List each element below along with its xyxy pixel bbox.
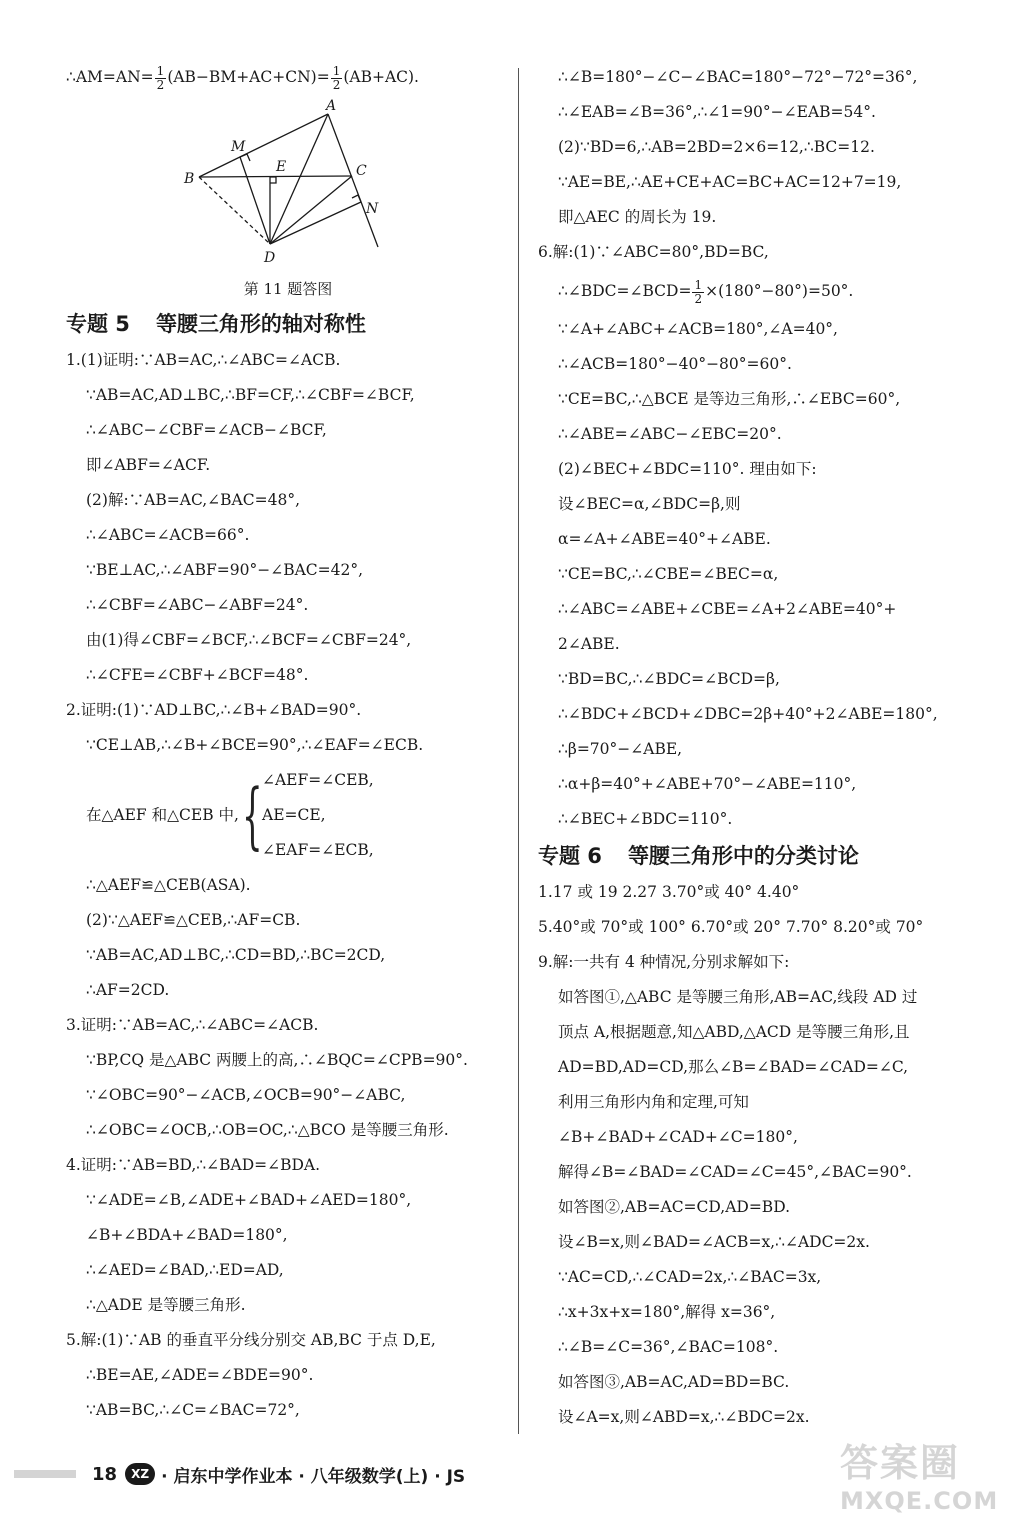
- right-angle-e: [270, 177, 276, 183]
- watermark-logo-text: 答案圈: [840, 1441, 961, 1485]
- left-column: [66, 60, 510, 1428]
- answer-line: ∴x+3x+x=180°,解得 x=36°,: [558, 1303, 776, 1321]
- answer-line: 5.40°或 70°或 100° 6.70°或 20° 7.70° 8.20°或 70°: [538, 918, 924, 936]
- answer-line: ∴∠ABC=∠ACB=66°.: [86, 526, 250, 544]
- answer-line: (2)∵BD=6,∴AB=2BD=2×6=12,∴BC=12.: [558, 138, 875, 156]
- answer-line: 设∠BEC=α,∠BDC=β,则: [558, 495, 741, 513]
- text-segment: (AB+AC).: [343, 68, 419, 86]
- label-e: E: [276, 159, 287, 175]
- answer-line-fraction: [538, 270, 978, 312]
- section-heading-6: [538, 837, 978, 875]
- publisher-badge-icon: XZ: [125, 1463, 155, 1485]
- right-angle-n: [352, 195, 361, 202]
- label-a: A: [326, 99, 337, 114]
- line-ac-extended: [328, 114, 378, 247]
- answer-line: ∵CE⊥AB,∴∠B+∠BCE=90°,∴∠EAF=∠ECB.: [86, 736, 424, 754]
- answer-line: ∴∠CFE=∠CBF+∠BCF=48°.: [86, 666, 309, 684]
- answer-line: ∴BE=AE,∠ADE=∠BDE=90°.: [86, 1366, 314, 1384]
- answer-line: 设∠A=x,则∠ABD=x,∴∠BDC=2x.: [558, 1408, 810, 1426]
- brace-conditions: [66, 763, 510, 868]
- brace-case: ∠AEF=∠CEB,: [262, 771, 374, 789]
- left-brace-symbol: {: [242, 773, 263, 857]
- answer-line: 2∠ABE.: [558, 635, 620, 653]
- answer-line: ∴∠AED=∠BAD,∴ED=AD,: [86, 1261, 284, 1279]
- answer-line: ∵BP,CQ 是△ABC 两腰上的高,∴∠BQC=∠CPB=90°.: [86, 1051, 468, 1069]
- page-number: 18: [92, 1463, 118, 1485]
- answer-line: 即△AEC 的周长为 19.: [558, 208, 717, 226]
- page-footer: [92, 1458, 465, 1490]
- figure-caption: 第 11 题答图: [243, 280, 333, 298]
- answer-line: ∵CE=BC,∴∠CBE=∠BEC=α,: [558, 565, 779, 583]
- fraction-denominator: 2: [694, 291, 703, 306]
- geometry-figure: [66, 95, 510, 275]
- answer-line: 设∠B=x,则∠BAD=∠ACB=x,∴∠ADC=2x.: [558, 1233, 870, 1251]
- proof-line-top: [66, 60, 510, 95]
- answer-line: ∴∠BEC+∠BDC=110°.: [558, 810, 733, 828]
- answer-line: AD=BD,AD=CD,那么∠B=∠BAD=∠CAD=∠C,: [558, 1058, 909, 1076]
- answer-line: ∴∠B=∠C=36°,∠BAC=108°.: [558, 1338, 779, 1356]
- fraction-numerator: 1: [694, 277, 703, 292]
- answer-line: 由(1)得∠CBF=∠BCF,∴∠BCF=∠CBF=24°,: [86, 631, 412, 649]
- section-title: 等腰三角形中的分类讨论: [627, 844, 859, 868]
- answer-line: 4.证明:∵AB=BD,∴∠BAD=∠BDA.: [66, 1156, 321, 1174]
- section-number: 专题 6: [538, 844, 602, 868]
- section-number: 专题 5: [66, 312, 130, 336]
- answer-line: 1.17 或 19 2.27 3.70°或 40° 4.40°: [538, 883, 800, 901]
- text-segment: ∴∠BDC=∠BCD=: [558, 282, 692, 300]
- answer-line: (2)∠BEC+∠BDC=110°. 理由如下:: [558, 460, 817, 478]
- answer-line: ∴∠OBC=∠OCB,∴OB=OC,∴△BCO 是等腰三角形.: [86, 1121, 449, 1139]
- line-dm: [240, 157, 270, 244]
- answer-line: 5.解:(1)∵AB 的垂直平分线分别交 AB,BC 于点 D,E,: [66, 1331, 436, 1349]
- answer-line: ∴β=70°−∠ABE,: [558, 740, 683, 758]
- label-n: N: [366, 201, 379, 217]
- watermark: [840, 1440, 1000, 1530]
- answer-line: α=∠A+∠ABE=40°+∠ABE.: [558, 530, 771, 548]
- fraction-numerator: 1: [332, 63, 341, 78]
- answer-line: ∵CE=BC,∴△BCE 是等边三角形,∴∠EBC=60°,: [558, 390, 901, 408]
- answer-line: ∴∠ABE=∠ABC−∠EBC=20°.: [558, 425, 782, 443]
- watermark-url: MXQE.COM: [840, 1487, 999, 1515]
- answer-line: 1.(1)证明:∵AB=AC,∴∠ABC=∠ACB.: [66, 351, 341, 369]
- line-ba: [199, 114, 328, 177]
- fraction: [692, 279, 704, 306]
- right-column: [538, 60, 978, 1435]
- answer-line: ∵AC=CD,∴∠CAD=2x,∴∠BAC=3x,: [558, 1268, 822, 1286]
- line-dn: [270, 202, 361, 244]
- answer-line: ∵AE=BE,∴AE+CE+AC=BC+AC=12+7=19,: [558, 173, 902, 191]
- answer-line: ∴∠CBF=∠ABC−∠ABF=24°.: [86, 596, 309, 614]
- answer-line: 6.解:(1)∵∠ABC=80°,BD=BC,: [538, 243, 769, 261]
- answer-line: 2.证明:(1)∵AD⊥BC,∴∠B+∠BAD=90°.: [66, 701, 362, 719]
- section-title: 等腰三角形的轴对称性: [155, 312, 366, 336]
- answer-line: ∴△AEF≌△CEB(ASA).: [86, 876, 251, 894]
- label-d: D: [264, 250, 276, 266]
- answer-line: ∴α+β=40°+∠ABE+70°−∠ABE=110°,: [558, 775, 857, 793]
- answer-line: ∠B+∠BAD+∠CAD+∠C=180°,: [558, 1128, 798, 1146]
- answer-line: 9.解:一共有 4 种情况,分别求解如下:: [538, 953, 790, 971]
- answer-line: 如答图②,AB=AC=CD,AD=BD.: [558, 1198, 791, 1216]
- book-title: · 启东中学作业本 · 八年级数学(上) · JS: [161, 1466, 466, 1487]
- answer-line: ∵BD=BC,∴∠BDC=∠BCD=β,: [558, 670, 780, 688]
- answer-line: ∵∠OBC=90°−∠ACB,∠OCB=90°−∠ABC,: [86, 1086, 406, 1104]
- answer-line: 顶点 A,根据题意,知△ABD,△ACD 是等腰三角形,且: [558, 1023, 910, 1041]
- answer-line: ∴AF=2CD.: [86, 981, 170, 999]
- answer-line: ∴△ADE 是等腰三角形.: [86, 1296, 246, 1314]
- answer-line: ∠B+∠BDA+∠BAD=180°,: [86, 1226, 288, 1244]
- fraction-denominator: 2: [332, 77, 341, 92]
- text-segment: (AB−BM+AC+CN)=: [167, 68, 330, 86]
- label-b: B: [184, 171, 195, 187]
- answer-line: 如答图③,AB=AC,AD=BD=BC.: [558, 1373, 790, 1391]
- answer-line: 如答图①,△ABC 是等腰三角形,AB=AC,线段 AD 过: [558, 988, 918, 1006]
- answer-line: ∴∠ACB=180°−40°−80°=60°.: [558, 355, 792, 373]
- answer-line: ∵AB=AC,AD⊥BC,∴CD=BD,∴BC=2CD,: [86, 946, 386, 964]
- label-c: C: [356, 163, 367, 179]
- answer-line: (2)解:∵AB=AC,∠BAC=48°,: [86, 491, 300, 509]
- text-segment: ∴AM=AN=: [66, 68, 154, 86]
- answer-line: (2)∵△AEF≌△CEB,∴AF=CB.: [86, 911, 301, 929]
- answer-line: 解得∠B=∠BAD=∠CAD=∠C=45°,∠BAC=90°.: [558, 1163, 912, 1181]
- answer-line: ∵BE⊥AC,∴∠ABF=90°−∠BAC=42°,: [86, 561, 364, 579]
- label-m: M: [231, 139, 246, 155]
- section-heading-5: [66, 305, 510, 343]
- answer-line: ∵∠ADE=∠B,∠ADE+∠BAD+∠AED=180°,: [86, 1191, 412, 1209]
- answer-line: ∴∠EAB=∠B=36°,∴∠1=90°−∠EAB=54°.: [558, 103, 876, 121]
- answer-line: ∴∠ABC−∠CBF=∠ACB−∠BCF,: [86, 421, 327, 439]
- answer-line: ∴∠B=180°−∠C−∠BAC=180°−72°−72°=36°,: [558, 68, 918, 86]
- answer-line: ∵AB=BC,∴∠C=∠BAC=72°,: [86, 1401, 300, 1419]
- brace-case: ∠EAF=∠ECB,: [262, 841, 374, 859]
- column-divider: [518, 68, 519, 1434]
- footer-bar-decoration: [14, 1470, 76, 1478]
- brace-lead-text: 在△AEF 和△CEB 中,: [86, 806, 239, 824]
- answer-line: 3.证明:∵AB=AC,∴∠ABC=∠ACB.: [66, 1016, 319, 1034]
- line-bd-dashed: [199, 177, 270, 244]
- answer-line: ∴∠BDC+∠BCD+∠DBC=2β+40°+2∠ABE=180°,: [558, 705, 938, 723]
- answer-line: ∵∠A+∠ABC+∠ACB=180°,∠A=40°,: [558, 320, 838, 338]
- fraction: [331, 65, 343, 92]
- fraction: [155, 65, 167, 92]
- figure-11-diagram: [176, 99, 396, 271]
- line-da: [270, 114, 328, 244]
- answer-line: 即∠ABF=∠ACF.: [86, 456, 211, 474]
- line-dc: [270, 176, 352, 244]
- brace-case: AE=CE,: [262, 806, 326, 824]
- answer-line: 利用三角形内角和定理,可知: [558, 1093, 749, 1111]
- text-segment: ×(180°−80°)=50°.: [705, 282, 854, 300]
- answer-line: ∵AB=AC,AD⊥BC,∴BF=CF,∴∠CBF=∠BCF,: [86, 386, 415, 404]
- fraction-denominator: 2: [156, 77, 165, 92]
- fraction-numerator: 1: [156, 63, 165, 78]
- answer-line: ∴∠ABC=∠ABE+∠CBE=∠A+2∠ABE=40°+: [558, 600, 897, 618]
